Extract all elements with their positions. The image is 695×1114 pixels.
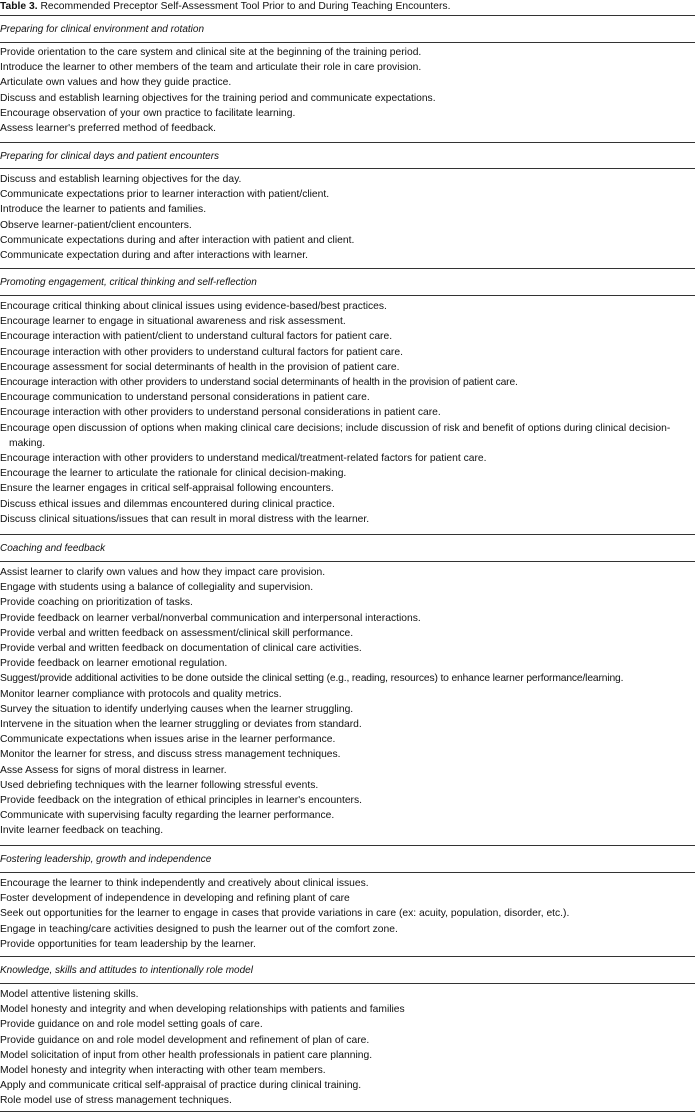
list-item: Engage in teaching/care activities designed to push the learner out of the comfort zone.: [0, 923, 398, 935]
list-item: Seek out opportunities for the learner to engage in cases that provide variations in care (ex: acuity, population, disorder, etc.).: [0, 908, 570, 920]
section-divider: [0, 956, 695, 957]
section-items-leadership: [0, 876, 695, 952]
list-item: Provide guidance on and role model setting goals of care.: [0, 1019, 263, 1031]
section-items-clinical-days: [0, 172, 695, 263]
list-item: Provide coaching on prioritization of tasks.: [0, 597, 193, 609]
list-item: Encourage the learner to articulate the rationale for clinical decision-making.: [0, 468, 347, 480]
list-item: Provide opportunities for team leadership by the learner.: [0, 938, 256, 950]
list-item: Discuss clinical situations/issues that can result in moral distress with the learner.: [0, 513, 370, 525]
list-item: Communicate expectations when issues arise in the learner performance.: [0, 734, 336, 746]
list-item: Provide feedback on learner verbal/nonverbal communication and interpersonal interactions.: [0, 612, 421, 624]
list-item: Monitor the learner for stress, and discuss stress management techniques.: [0, 749, 341, 761]
section-divider: [0, 534, 695, 535]
section-items-clinical-environment: [0, 45, 695, 136]
list-item: Encourage interaction with other providers to understand social determinants of health in the provision of patient care.: [0, 377, 518, 389]
list-item: Discuss ethical issues and dilemmas encountered during clinical practice.: [0, 498, 335, 510]
section-heading-coaching: Coaching and feedback: [0, 543, 106, 554]
list-item: Apply and communicate critical self-appraisal of practice during clinical training.: [0, 1080, 362, 1092]
list-item: Invite learner feedback on teaching.: [0, 825, 164, 837]
list-item: Role model use of stress management techniques.: [0, 1095, 232, 1107]
list-item: Discuss and establish learning objectives for the training period and communicate expectations.: [0, 92, 436, 104]
section-rule: [0, 42, 695, 43]
list-item: Encourage the learner to think independently and creatively about clinical issues.: [0, 878, 369, 889]
list-item: Asse Assess for signs of moral distress in learner.: [0, 764, 227, 776]
list-item: Provide feedback on the integration of ethical principles in learner's encounters.: [0, 795, 362, 807]
list-item: Model honesty and integrity and when developing relationships with patients and families: [0, 1004, 405, 1016]
list-item: Suggest/provide additional activities to be done outside the clinical setting (e.g., reading, resources) to enhance learner performance/learning.: [0, 673, 624, 685]
section-rule: [0, 168, 695, 169]
section-heading-engagement: Promoting engagement, critical thinking and self-reflection: [0, 277, 257, 288]
list-item: Communicate with supervising faculty regarding the learner performance.: [0, 810, 335, 822]
list-item: Communicate expectation during and after interactions with learner.: [0, 250, 308, 262]
section-rule: [0, 983, 695, 984]
list-item: Encourage assessment for social determinants of health in the provision of patient care.: [0, 361, 400, 373]
list-item: Model solicitation of input from other health professionals in patient care planning.: [0, 1049, 373, 1061]
list-item: Introduce the learner to other members of the team and articulate their role in care provision.: [0, 62, 422, 74]
list-item: Provide verbal and written feedback on documentation of clinical care activities.: [0, 643, 362, 655]
table-top-rule: [0, 15, 695, 16]
section-rule: [0, 561, 695, 562]
list-item: Encourage interaction with other providers to understand personal considerations in patient care.: [0, 407, 441, 419]
list-item: Provide guidance on and role model development and refinement of plan of care.: [0, 1034, 370, 1046]
section-heading-leadership: Fostering leadership, growth and independence: [0, 854, 212, 865]
section-rule: [0, 872, 695, 873]
list-item: Provide verbal and written feedback on assessment/clinical skill performance.: [0, 627, 354, 639]
section-items-role-model: [0, 987, 695, 1109]
list-item: Model honesty and integrity when interacting with other team members.: [0, 1065, 326, 1077]
list-item: Assess learner's preferred method of feedback.: [0, 123, 217, 135]
list-item: Discuss and establish learning objectives for the day.: [0, 174, 242, 185]
table-label: Table 3.: [0, 1, 38, 12]
section-rule: [0, 295, 695, 296]
section-heading-clinical-environment: Preparing for clinical environment and rotation: [0, 24, 204, 35]
list-item: Encourage interaction with other providers to understand cultural factors for patient care.: [0, 346, 403, 358]
list-item: Communicate expectations prior to learner interaction with patient/client.: [0, 189, 330, 201]
section-heading-clinical-days: Preparing for clinical days and patient encounters: [0, 151, 220, 162]
list-item: Encourage observation of your own practice to facilitate learning.: [0, 107, 296, 119]
section-items-engagement: [0, 299, 695, 527]
list-item: Articulate own values and how they guide practice.: [0, 77, 232, 89]
list-item: Ensure the learner engages in critical self-appraisal following encounters.: [0, 483, 334, 495]
list-item: Model attentive listening skills.: [0, 989, 139, 1000]
list-item: Intervene in the situation when the learner struggling or deviates from standard.: [0, 719, 362, 731]
section-heading-role-model: Knowledge, skills and attitudes to intentionally role model: [0, 965, 253, 976]
list-item: Encourage communication to understand personal considerations in patient care.: [0, 392, 370, 404]
list-item: Used debriefing techniques with the learner following stressful events.: [0, 779, 319, 791]
list-item: Assist learner to clarify own values and how they impact care provision.: [0, 567, 326, 578]
list-item: Foster development of independence in developing and refining plant of care: [0, 893, 350, 905]
list-item: Communicate expectations during and after interaction with patient and client.: [0, 234, 355, 246]
table-bottom-rule: [0, 1111, 695, 1112]
list-item: Survey the situation to identify underlying causes when the learner struggling.: [0, 703, 354, 715]
section-divider: [0, 845, 695, 846]
table-title: Recommended Preceptor Self-Assessment Tool Prior to and During Teaching Encounters.: [40, 1, 451, 12]
list-item: Engage with students using a balance of collegiality and supervision.: [0, 582, 314, 594]
list-item: Provide feedback on learner emotional regulation.: [0, 658, 228, 670]
list-item: Encourage interaction with patient/client to understand cultural factors for patient care.: [0, 331, 393, 343]
section-items-coaching: [0, 565, 695, 839]
list-item: Encourage critical thinking about clinical issues using evidence-based/best practices.: [0, 301, 387, 312]
list-item: Provide orientation to the care system and clinical site at the beginning of the training period.: [0, 47, 422, 58]
list-item: Introduce the learner to patients and families.: [0, 204, 207, 216]
section-divider: [0, 268, 695, 269]
section-divider: [0, 142, 695, 143]
list-item: Monitor learner compliance with protocols and quality metrics.: [0, 688, 282, 700]
list-item: Encourage learner to engage in situational awareness and risk assessment.: [0, 316, 346, 328]
list-item: Encourage open discussion of options when making clinical care decisions; include discussion of risk and benefit of options during clinical decision-making.: [0, 422, 671, 449]
list-item: Observe learner-patient/client encounters.: [0, 219, 192, 231]
table-caption: [0, 0, 695, 13]
list-item: Encourage interaction with other providers to understand medical/treatment-related factors for patient care.: [0, 453, 487, 465]
